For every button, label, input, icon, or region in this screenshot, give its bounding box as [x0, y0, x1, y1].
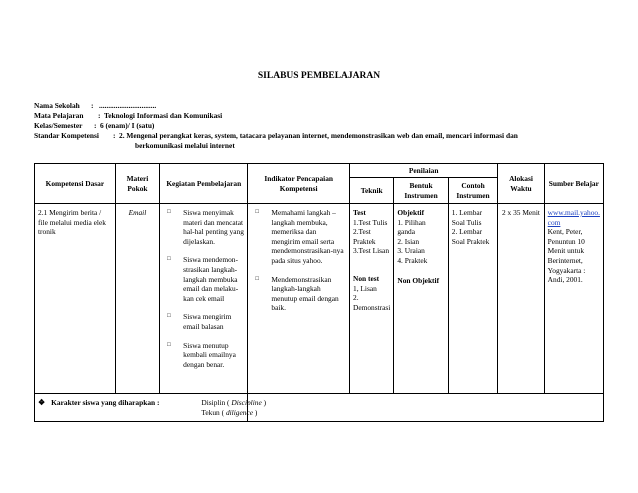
footer-prefix: Tekun ( [201, 407, 225, 417]
header-alokasi: Alokasi Waktu [498, 164, 544, 204]
materi-text: Email [128, 208, 147, 217]
cell-materi [115, 204, 159, 394]
info-standar-kompetensi [34, 131, 518, 141]
footer-label: Karakter siswa yang diharapkan : [51, 398, 160, 407]
teknik-item: 1.Test Tulis [353, 217, 388, 227]
teknik-item: 2.Test Praktek [353, 227, 376, 246]
info-sep: : [91, 101, 94, 110]
cell-footer-values [201, 394, 604, 422]
info-label: Mata Pelajaran [34, 111, 84, 120]
header-materi-pokok: Materi Pokok [115, 164, 159, 204]
cell-bentuk [394, 204, 448, 394]
cell-kegiatan [160, 204, 248, 394]
indikator-item: □ Mendemonstrasikan langkah-langkah menutup email dengan baik. [251, 275, 346, 313]
bentuk-item: 4. Praktek [397, 255, 428, 265]
header-penilaian: Penilaian [350, 164, 498, 178]
info-value: ............................... [99, 101, 157, 110]
sumber-text: Kent, Peter, Penuntun 10 Menit untuk Berinternet, Yogyakarta : Andi, 2001. [547, 227, 586, 285]
info-label: Nama Sekolah [34, 101, 80, 110]
header-kompetensi-dasar: Kompetensi Dasar [35, 164, 116, 204]
info-sep: : [94, 121, 97, 130]
info-label: Kelas/Semester [34, 121, 83, 130]
footer-suffix: ) [263, 398, 267, 407]
info-sep: : [98, 111, 101, 120]
kegiatan-item: □ Siswa menutup kembali emailnya dengan benar. [163, 341, 244, 370]
cell-kompetensi [35, 204, 116, 394]
bentuk-head: Objektif [397, 208, 425, 217]
page-title: SILABUS PEMBELAJARAN [257, 71, 381, 81]
info-sep: : [113, 131, 116, 140]
teknik-item: 3.Test Lisan [353, 246, 390, 256]
footer-term: Discipline [231, 398, 262, 407]
info-mata-pelajaran [34, 111, 222, 121]
info-value: Teknologi Informasi dan Komunikasi [104, 111, 223, 120]
info-kelas-semester [34, 121, 154, 131]
alokasi-text: 2 x 35 Menit [502, 208, 540, 217]
header-indikator: Indikator Pencapaian Kompetensi [248, 164, 350, 204]
contoh-item: 1. Lembar Soal Tulis [451, 208, 483, 227]
footer-line-1 [201, 398, 600, 408]
cell-sumber [544, 204, 603, 394]
bentuk-item: 2. Isian [397, 236, 420, 246]
cell-contoh [448, 204, 498, 394]
teknik-head: Test [353, 208, 366, 217]
info-label: Standar Kompetensi [34, 131, 99, 140]
cell-indikator [248, 204, 350, 394]
kompetensi-text: 2.1 Mengirim berita / file melalui media elek tronik [38, 208, 106, 237]
footer-suffix: ) [254, 407, 258, 417]
diamond-bullet-icon: ❖ [38, 398, 46, 407]
info-value: 2. Mengenal perangkat keras, system, tatacara pelayanan internet, mendemonstrasikan web dan email, mencari informasi dan [119, 131, 518, 140]
info-value: 6 (enam)/ I (satu) [100, 121, 155, 130]
info-standar-kompetensi-cont: berkomunikasi melalui internet [135, 141, 235, 150]
kegiatan-item: □ Siswa mendemon-strasikan langkah-langkah membuka email dan melaku-kan cek email [163, 255, 244, 303]
header-teknik: Teknik [350, 178, 394, 204]
teknik-head: Non test [353, 273, 380, 283]
cell-alokasi [498, 204, 544, 394]
contoh-item: 2. Lembar Soal Praktek [451, 227, 490, 246]
info-nama-sekolah [34, 101, 156, 111]
header-sumber: Sumber Belajar [544, 164, 603, 204]
footer-line-2 [201, 408, 600, 418]
bentuk-item: 1. Pilihan ganda [397, 217, 426, 237]
sumber-link[interactable]: www.mail.yahoo. com [547, 208, 600, 227]
teknik-item: 2. Demonstrasi [353, 293, 391, 312]
kegiatan-item: □ Siswa mengirim email balasan [163, 312, 244, 331]
header-bentuk: Bentuk Instrumen [394, 178, 448, 204]
indikator-item: □ Memahami langkah – langkah membuka, memeriksa dan mengirim email serta mendemonstrasikan-nya pada situs yahoo. [251, 208, 346, 266]
cell-teknik [350, 204, 394, 394]
header-contoh: Contoh Instrumen [448, 178, 498, 204]
syllabus-table [34, 163, 604, 422]
footer-prefix: Disiplin ( [201, 398, 230, 407]
bentuk-item: 3. Uraian [397, 246, 425, 256]
teknik-item: 1, Lisan [353, 283, 377, 293]
footer-term: diligence [225, 407, 254, 417]
bentuk-head: Non Objektif [397, 275, 440, 285]
kegiatan-item: □ Siswa menyimak materi dan mencatat hal-hal penting yang dijelaskan. [163, 208, 244, 246]
header-kegiatan: Kegiatan Pembelajaran [160, 164, 248, 204]
